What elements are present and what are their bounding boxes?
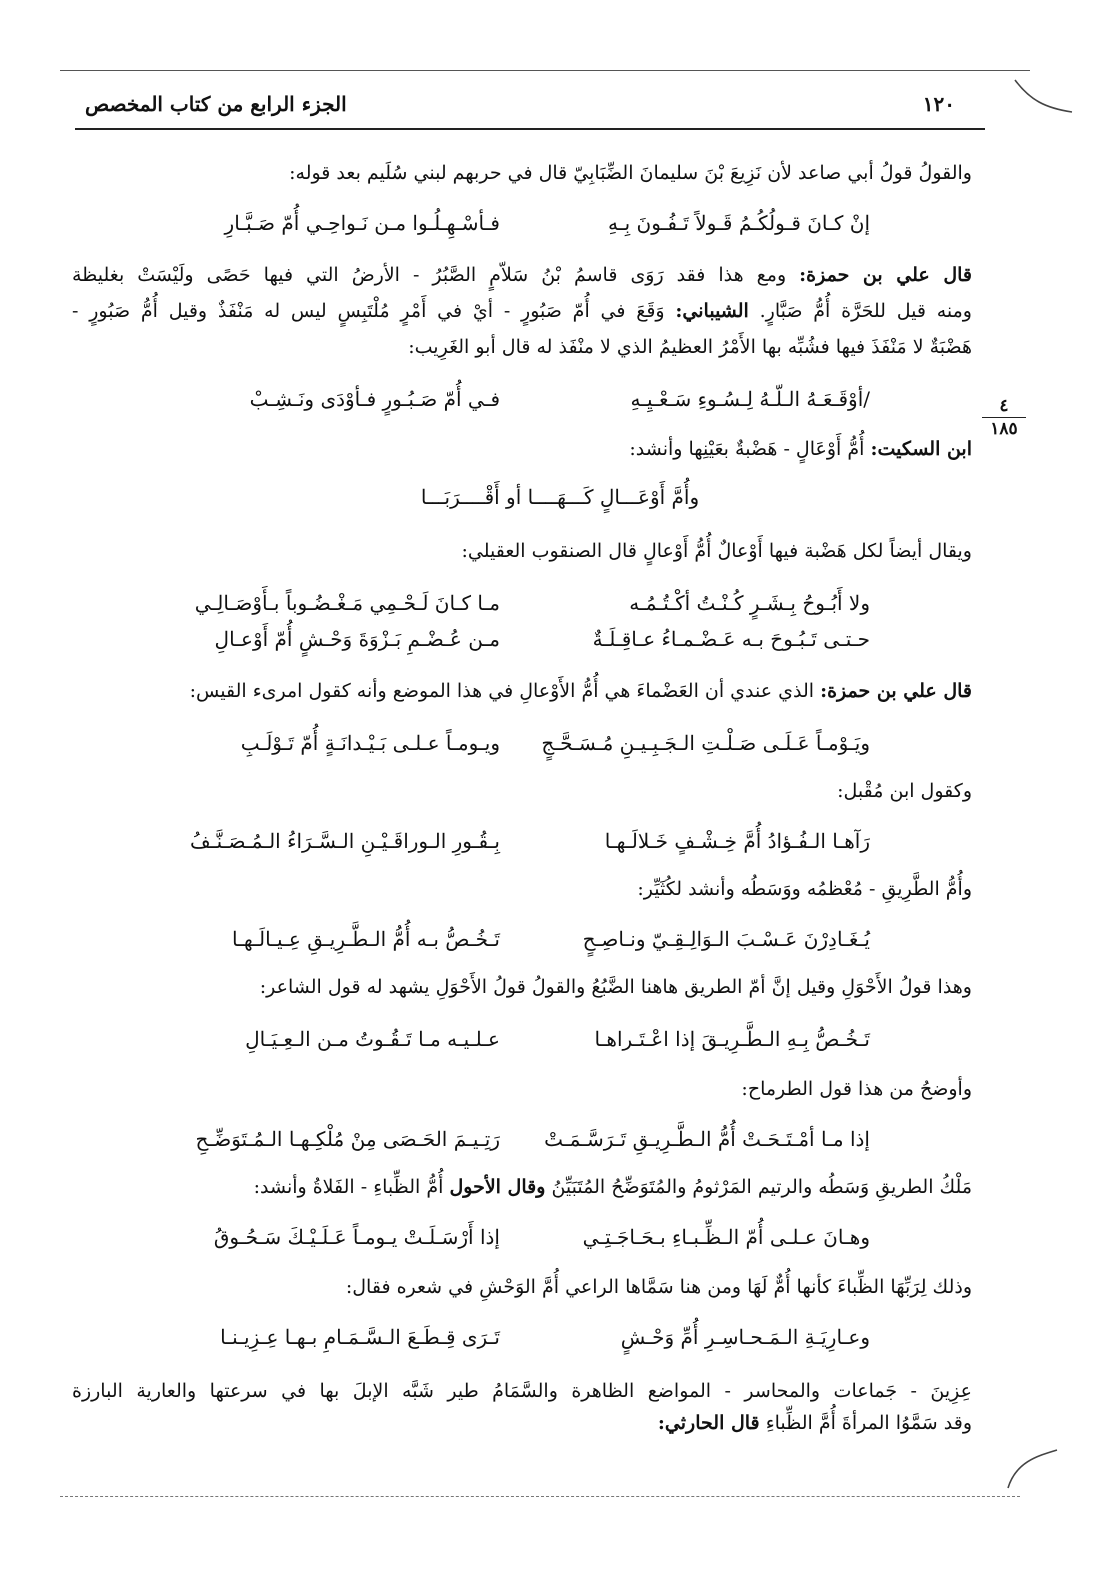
- verse-line: [0, 588, 1120, 618]
- verse-hemistich-right: ويَـوْمـاً عَـلَـى صَـلْـتِ الـجَـبِـيـنِ مُـسَـحَّـجٍ: [541, 731, 870, 755]
- text-segment: والقولُ قولُ أبي صاعد لأن نَزِيعَ بْنَ سليمانَ الضِّبَابِيّ قال في حربهم لبني سُلَيم بعد قوله:: [289, 162, 972, 184]
- text-segment: وذلك لِرَبِّهَا الظِّباءَ كأنها أُمٌّ لَهَا ومن هنا سَمَّاها الراعي أُمَّ الوَحْشِ في شعره فقال:: [345, 1276, 972, 1298]
- verse-hemistich-right: /أوْقَـعَـهُ الـلّـهُ لِـسُـوءِ سَـعْـيِـهِ: [630, 387, 870, 411]
- text-segment: وأُمُّ الطَّرِيقِ - مُعْظمُه ووَسَطُه وأنشد لكُثَيِّر:: [637, 878, 972, 900]
- text-line: [637, 874, 972, 904]
- text-line: [629, 434, 972, 464]
- verse-hemistich-right: وهـانَ عـلـى أُمّ الـظِّـبـاءِ بـحَـاجَـتِـي: [582, 1225, 870, 1249]
- verse-hemistich-right: ولا أَبُـوحُ بِـشَـرٍ كُـنْـتُ أكْـتُـمُـه: [629, 591, 870, 615]
- page-header: [75, 88, 985, 124]
- verse-hemistich-left: بِـقُـورِ الـوراقَـيْـنِ الـسَّـرَاءُ الـمُـصَـنَّـفُ: [190, 829, 500, 853]
- text-segment: وهذا قولُ الأَحْوَلِ وقيل إنَّ أمّ الطريق هاهنا الضَّبُعُ والقولُ قولُ الأَحْوَلِ يشهد له قول الشاعر:: [259, 976, 972, 998]
- text-segment: أُمُّ الظِّباءِ - الفَلاةُ وأنشد:: [253, 1176, 444, 1198]
- text-segment: ومنه قيل للحَرَّة أُمُّ صَبَّارٍ.: [759, 300, 972, 322]
- verse-line: [0, 384, 1120, 414]
- text-line: [461, 536, 972, 566]
- page-number: ١٢٠: [922, 92, 955, 116]
- text-line: [289, 158, 972, 188]
- verse-hemistich-right: وعـارِيَـةِ الـمَـحـاسِـرِ أُمِّ وَحْـشٍ: [620, 1325, 870, 1349]
- text-line: [837, 776, 972, 806]
- verse-hemistich-right: حـتـى تَـبُـوحَ بـه عَـضْـمـاءُ عـاقِـلَـةٌ: [592, 627, 870, 651]
- verse-hemistich-right: إذا مـا أمْـتَـحَـتْ أُمُّ الـطَّـرِيـقِ تَـرَسَّـمَـتْ: [544, 1127, 870, 1151]
- verse-hemistich-left: تَـخُـصُّ بـه أُمُّ الـطَّـرِيـقِ عِـيـالَـهـا: [231, 927, 500, 951]
- page-frame-top-border: [60, 70, 1030, 71]
- verse-line: [0, 208, 1120, 238]
- verse-line: [0, 826, 1120, 856]
- header-divider: [75, 128, 985, 130]
- verse-line: [0, 624, 1120, 654]
- text-line: [72, 296, 972, 326]
- text-segment: وأوضحُ من هذا قول الطرماح:: [741, 1078, 972, 1100]
- text-line: [741, 1074, 972, 1104]
- book-title: الجزء الرابع من كتاب المخصص: [85, 92, 347, 116]
- verse-hemistich-left: رَتِـيـمَ الحَـصَى مِنْ مُلْكِـهـا الـمُـتَوَضِّـحِ: [195, 1127, 500, 1151]
- text-line: [346, 1272, 972, 1302]
- speaker-name: وقال الأحول: [449, 1176, 546, 1198]
- verse-hemistich-left: إذا أَرْسَـلَـتْ يـومـاً عَـلَـيْـكَ سَـحُـوقُ: [213, 1225, 500, 1249]
- text-line: [190, 676, 972, 706]
- verse-hemistich-left: تَـرَى قِـطَـعَ الـسَّـمَـامِ بـهـا عِـزِيـنـا: [220, 1325, 500, 1349]
- speaker-name: قال الحارثي:: [657, 1412, 760, 1434]
- text-segment: عِزِينَ - جَماعات والمحاسر - المواضع الظاهرة والسَّمَامُ طير شَبَّه الإبلَ بها في سرعتها والعارية البارزة: [72, 1380, 972, 1402]
- speaker-name: قال علي بن حمزة:: [820, 680, 972, 702]
- text-line: [658, 1408, 972, 1438]
- text-line: [260, 972, 972, 1002]
- page-curl-top-decoration: [1010, 60, 1080, 120]
- verse-line-centered: [0, 482, 1120, 512]
- verse-hemistich-left: مـن عُـضْـمِ بَـزْوَةَ وَحْـشٍ أُمّ أَوْعـالِ: [214, 627, 500, 651]
- side-reference-top: ٤: [982, 396, 1026, 418]
- text-segment: وَقَعَ في أُمّ صَبُورٍ - أيْ في أَمْرٍ مُلْتَبِسٍ ليس له مَنْفَذٌ وقيل أُمُّ صَبُورٍ -: [72, 300, 665, 322]
- verse-line: [0, 1124, 1120, 1154]
- speaker-name: قال علي بن حمزة:: [799, 264, 973, 286]
- side-reference-bottom: ١٨٥: [990, 419, 1018, 439]
- verse-hemistich-left: فـي أُمّ صَـبُـورٍ فـأوْدَى ونَـشِـبْ: [249, 387, 500, 411]
- verse-text: وأُمَّ أَوْعَـــالٍ كَـــهَــــا أو أَقْــــرَبَـــا: [420, 485, 700, 509]
- verse-hemistich-left: عـلـيـه مـا تَـقُـوتُ مـن الـعِـيَـالِ: [245, 1027, 500, 1051]
- verse-hemistich-left: ويـومـاً عـلـى بَـيْـدانَـةٍ أُمّ تَـوْلَـبِ: [240, 731, 500, 755]
- verse-hemistich-right: يُـغَـادِرْنَ عَـسْـبَ الـوَالِـقِـيّ ونـاصِـحٍ: [582, 927, 870, 951]
- text-segment: هَضْبَةٌ لا مَنْفَذَ فيها فشُبِّه بها الأَمْرُ العظيمُ الذي لا منْفَذ له قال أبو الغَرِيب:: [408, 336, 972, 358]
- verse-hemistich-left: مـا كـانَ لَـحْـمِي مَـغْـضُـوباً بـأَوْصَـالِـي: [194, 591, 500, 615]
- verse-line: [0, 924, 1120, 954]
- verse-line: [0, 1222, 1120, 1252]
- text-segment: مَلْكُ الطريقِ وَسَطُه والرتيم المَرْثومُ والمُتَوَضِّحُ المُتَبَيِّنُ: [551, 1176, 972, 1198]
- text-line: [72, 260, 972, 290]
- text-segment: ومع هذا فقد رَوَى قاسمُ بْنُ سَلاّمٍ الصَّبُرُ - الأرضُ التي فيها حَصًى ولَيْسَتْ بغليظة: [72, 264, 787, 286]
- text-line: [408, 332, 972, 362]
- text-segment: وقد سَمَّوُا المرأةَ أُمَّ الظِّباءِ: [765, 1412, 972, 1434]
- text-segment: ويقال أيضاً لكل هَضْبة فيها أَوْعالٌ أُمُّ أَوْعالٍ قال الصنقوب العقيلي:: [461, 540, 972, 562]
- speaker-name: ابن السكيت:: [870, 438, 972, 460]
- verse-hemistich-right: إنْ كـانَ قـولُكُـمُ قَـولاً تَـفُـونَ بِـهِ: [608, 211, 870, 235]
- page-curl-bottom-decoration: [1002, 1440, 1062, 1500]
- text-line: [72, 1376, 972, 1406]
- verse-hemistich-left: فـأسْـهِـلُـوا مـن نَـواحِـي أُمّ صَـبَّـارِ: [224, 211, 500, 235]
- page-frame-bottom-border: [60, 1496, 1020, 1497]
- text-segment: أُمُّ أَوْعَالٍ - هَضْبةٌ بعَيْنِها وأنشد:: [629, 438, 865, 460]
- verse-line: [0, 1024, 1120, 1054]
- verse-hemistich-right: رَآهـا الـفُـؤادُ أُمَّ خِـشْـفٍ خَـلالَـهـا: [604, 829, 870, 853]
- verse-hemistich-right: تَـخُـصُّ بِـهِ الـطَّـرِيـقَ إذا اعْـتَـراهـا: [594, 1027, 870, 1051]
- verse-line: [0, 1322, 1120, 1352]
- text-segment: وكقول ابن مُقْبل:: [837, 780, 972, 802]
- speaker-name: الشيباني:: [675, 300, 749, 322]
- verse-line: [0, 728, 1120, 758]
- text-line: [254, 1172, 972, 1202]
- text-segment: الذي عندي أن العَضْماءَ هي أُمُّ الأَوْعالِ في هذا الموضع وأنه كقول امرىء القيس:: [189, 680, 815, 702]
